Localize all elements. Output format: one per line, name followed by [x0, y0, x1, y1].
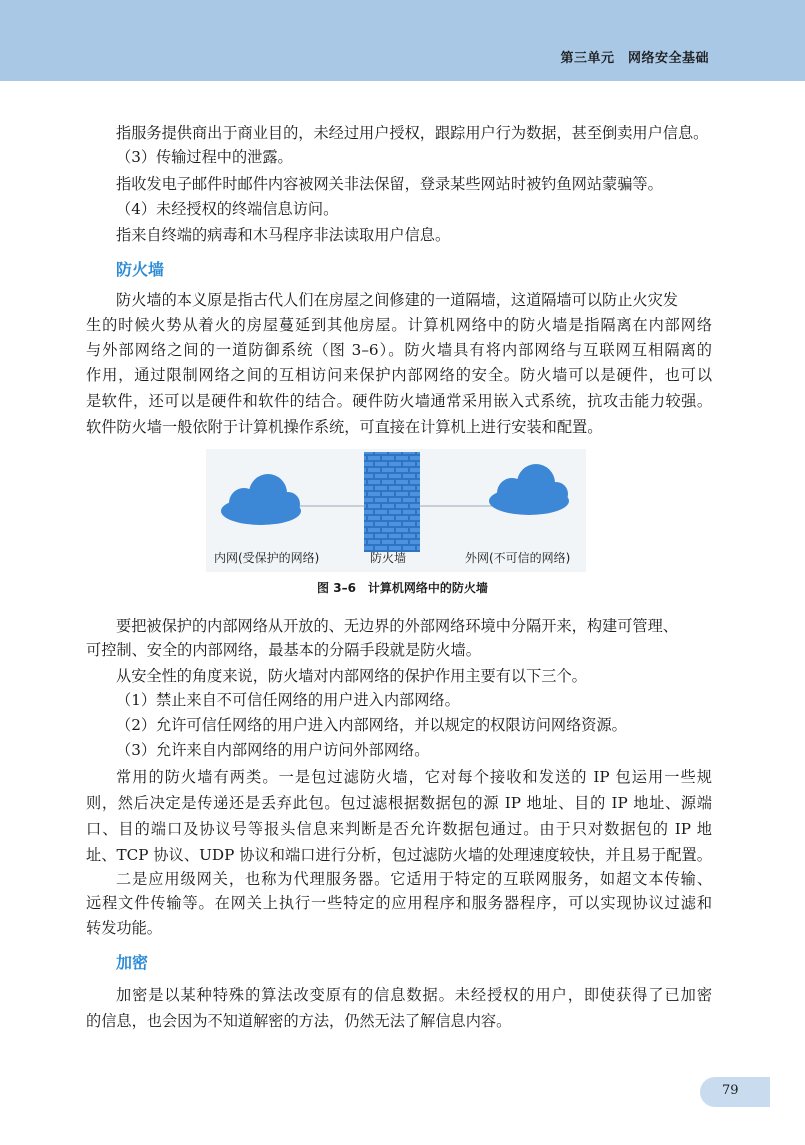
encryption-para-line: 的信息，也会因为不知道解密的方法，仍然无法了解信息内容。: [86, 1012, 512, 1030]
list-item-1: （1）禁止来自不可信任网络的用户进入内部网络。: [116, 691, 460, 709]
intro-paragraph-1: 指服务提供商出于商业目的，未经过用户授权，跟踪用户行为数据，甚至倒卖用户信息。: [116, 124, 709, 142]
encryption-para-line: 加密是以某种特殊的算法改变原有的信息数据。未经授权的用户，即使获得了已加密: [116, 986, 712, 1004]
firewall-para-line: 软件防火墙一般依附于计算机操作系统，可直接在计算机上进行安装和配置。: [86, 418, 603, 436]
body-para-line: 常用的防火墙有两类。一是包过滤防火墙，它对每个接收和发送的 IP 包运用一些规: [116, 768, 712, 786]
firewall-para-line: 作用，通过限制网络之间的互相访问来保护内部网络的安全。防火墙可以是硬件，也可以: [86, 366, 712, 384]
firewall-figure: [206, 449, 586, 572]
firewall-para-line: 防火墙的本义原是指古代人们在房屋之间修建的一道隔墙，这道隔墙可以防止火灾发: [116, 291, 678, 309]
running-header: [560, 47, 709, 66]
body-para-line: 可控制、安全的内部网络，最基本的分隔手段就是防火墙。: [86, 641, 481, 659]
body-para-line: 口、目的端口及协议号等报头信息来判断是否允许数据包通过。由于只对数据包的 IP 地: [86, 820, 712, 838]
header-unit: 第三单元: [560, 51, 615, 66]
body-para-line: 则，然后决定是传递还是丢弃此包。包过滤根据数据包的源 IP 地址、目的 IP 地址、源端: [86, 794, 712, 812]
inner-network-cloud-icon: [221, 474, 301, 525]
body-para-line: 二是应用级网关，也称为代理服务器。它适用于特定的互联网服务，如超文本传输、: [116, 870, 712, 888]
body-para-line: 转发功能。: [86, 919, 162, 937]
list-item-3: （3）允许来自内部网络的用户访问外部网络。: [116, 741, 430, 759]
label-outer-network: 外网(不可信的网络): [465, 551, 571, 565]
label-firewall: 防火墙: [370, 551, 407, 565]
label-inner-network: 内网(受保护的网络): [214, 551, 320, 565]
figure-caption: 图 3–6 计算机网络中的防火墙: [317, 581, 488, 595]
intro-paragraph-3: 指收发电子邮件时邮件内容被网关非法保留，登录某些网站时被钓鱼网站蒙骗等。: [116, 175, 663, 193]
firewall-para-line: 是软件，还可以是硬件和软件的结合。硬件防火墙通常采用嵌入式系统，抗攻击能力较强。: [86, 392, 712, 410]
intro-paragraph-4: 指来自终端的病毒和木马程序非法读取用户信息。: [116, 226, 451, 244]
firewall-para-line: 与外部网络之间的一道防御系统（图 3–6）。防火墙具有将内部网络与互联网互相隔离的: [86, 341, 712, 359]
firewall-wall-icon: [364, 452, 420, 552]
body-para-line: 远程文件传输等。在网关上执行一些特定的应用程序和服务器程序，可以实现协议过滤和: [86, 894, 712, 912]
body-para-line: 要把被保护的内部网络从开放的、无边界的外部网络环境中分隔开来，构建可管理、: [116, 617, 678, 635]
section-heading-encryption: 加密: [116, 953, 149, 972]
firewall-diagram: [206, 449, 586, 572]
firewall-para-line: 生的时候火势从着火的房屋蔓延到其他房屋。计算机网络中的防火墙是指隔离在内部网络: [86, 316, 712, 334]
page-number: 79: [722, 1083, 739, 1098]
header-band: [0, 0, 805, 81]
section-heading-firewall: 防火墙: [116, 260, 165, 279]
intro-item-4: （4）未经授权的终端信息访问。: [116, 200, 339, 218]
header-title: 网络安全基础: [627, 51, 709, 66]
body-paragraph: 从安全性的角度来说，防火墙对内部网络的保护作用主要有以下三个。: [116, 667, 587, 685]
body-para-line: 址、TCP 协议、UDP 协议和端口进行分析，包过滤防火墙的处理速度较快，并且易于配置。: [86, 846, 712, 864]
outer-network-cloud-icon: [489, 464, 569, 515]
list-item-2: （2）允许可信任网络的用户进入内部网络，并以规定的权限访问网络资源。: [116, 716, 627, 734]
intro-item-3: （3）传输过程中的泄露。: [116, 148, 293, 166]
